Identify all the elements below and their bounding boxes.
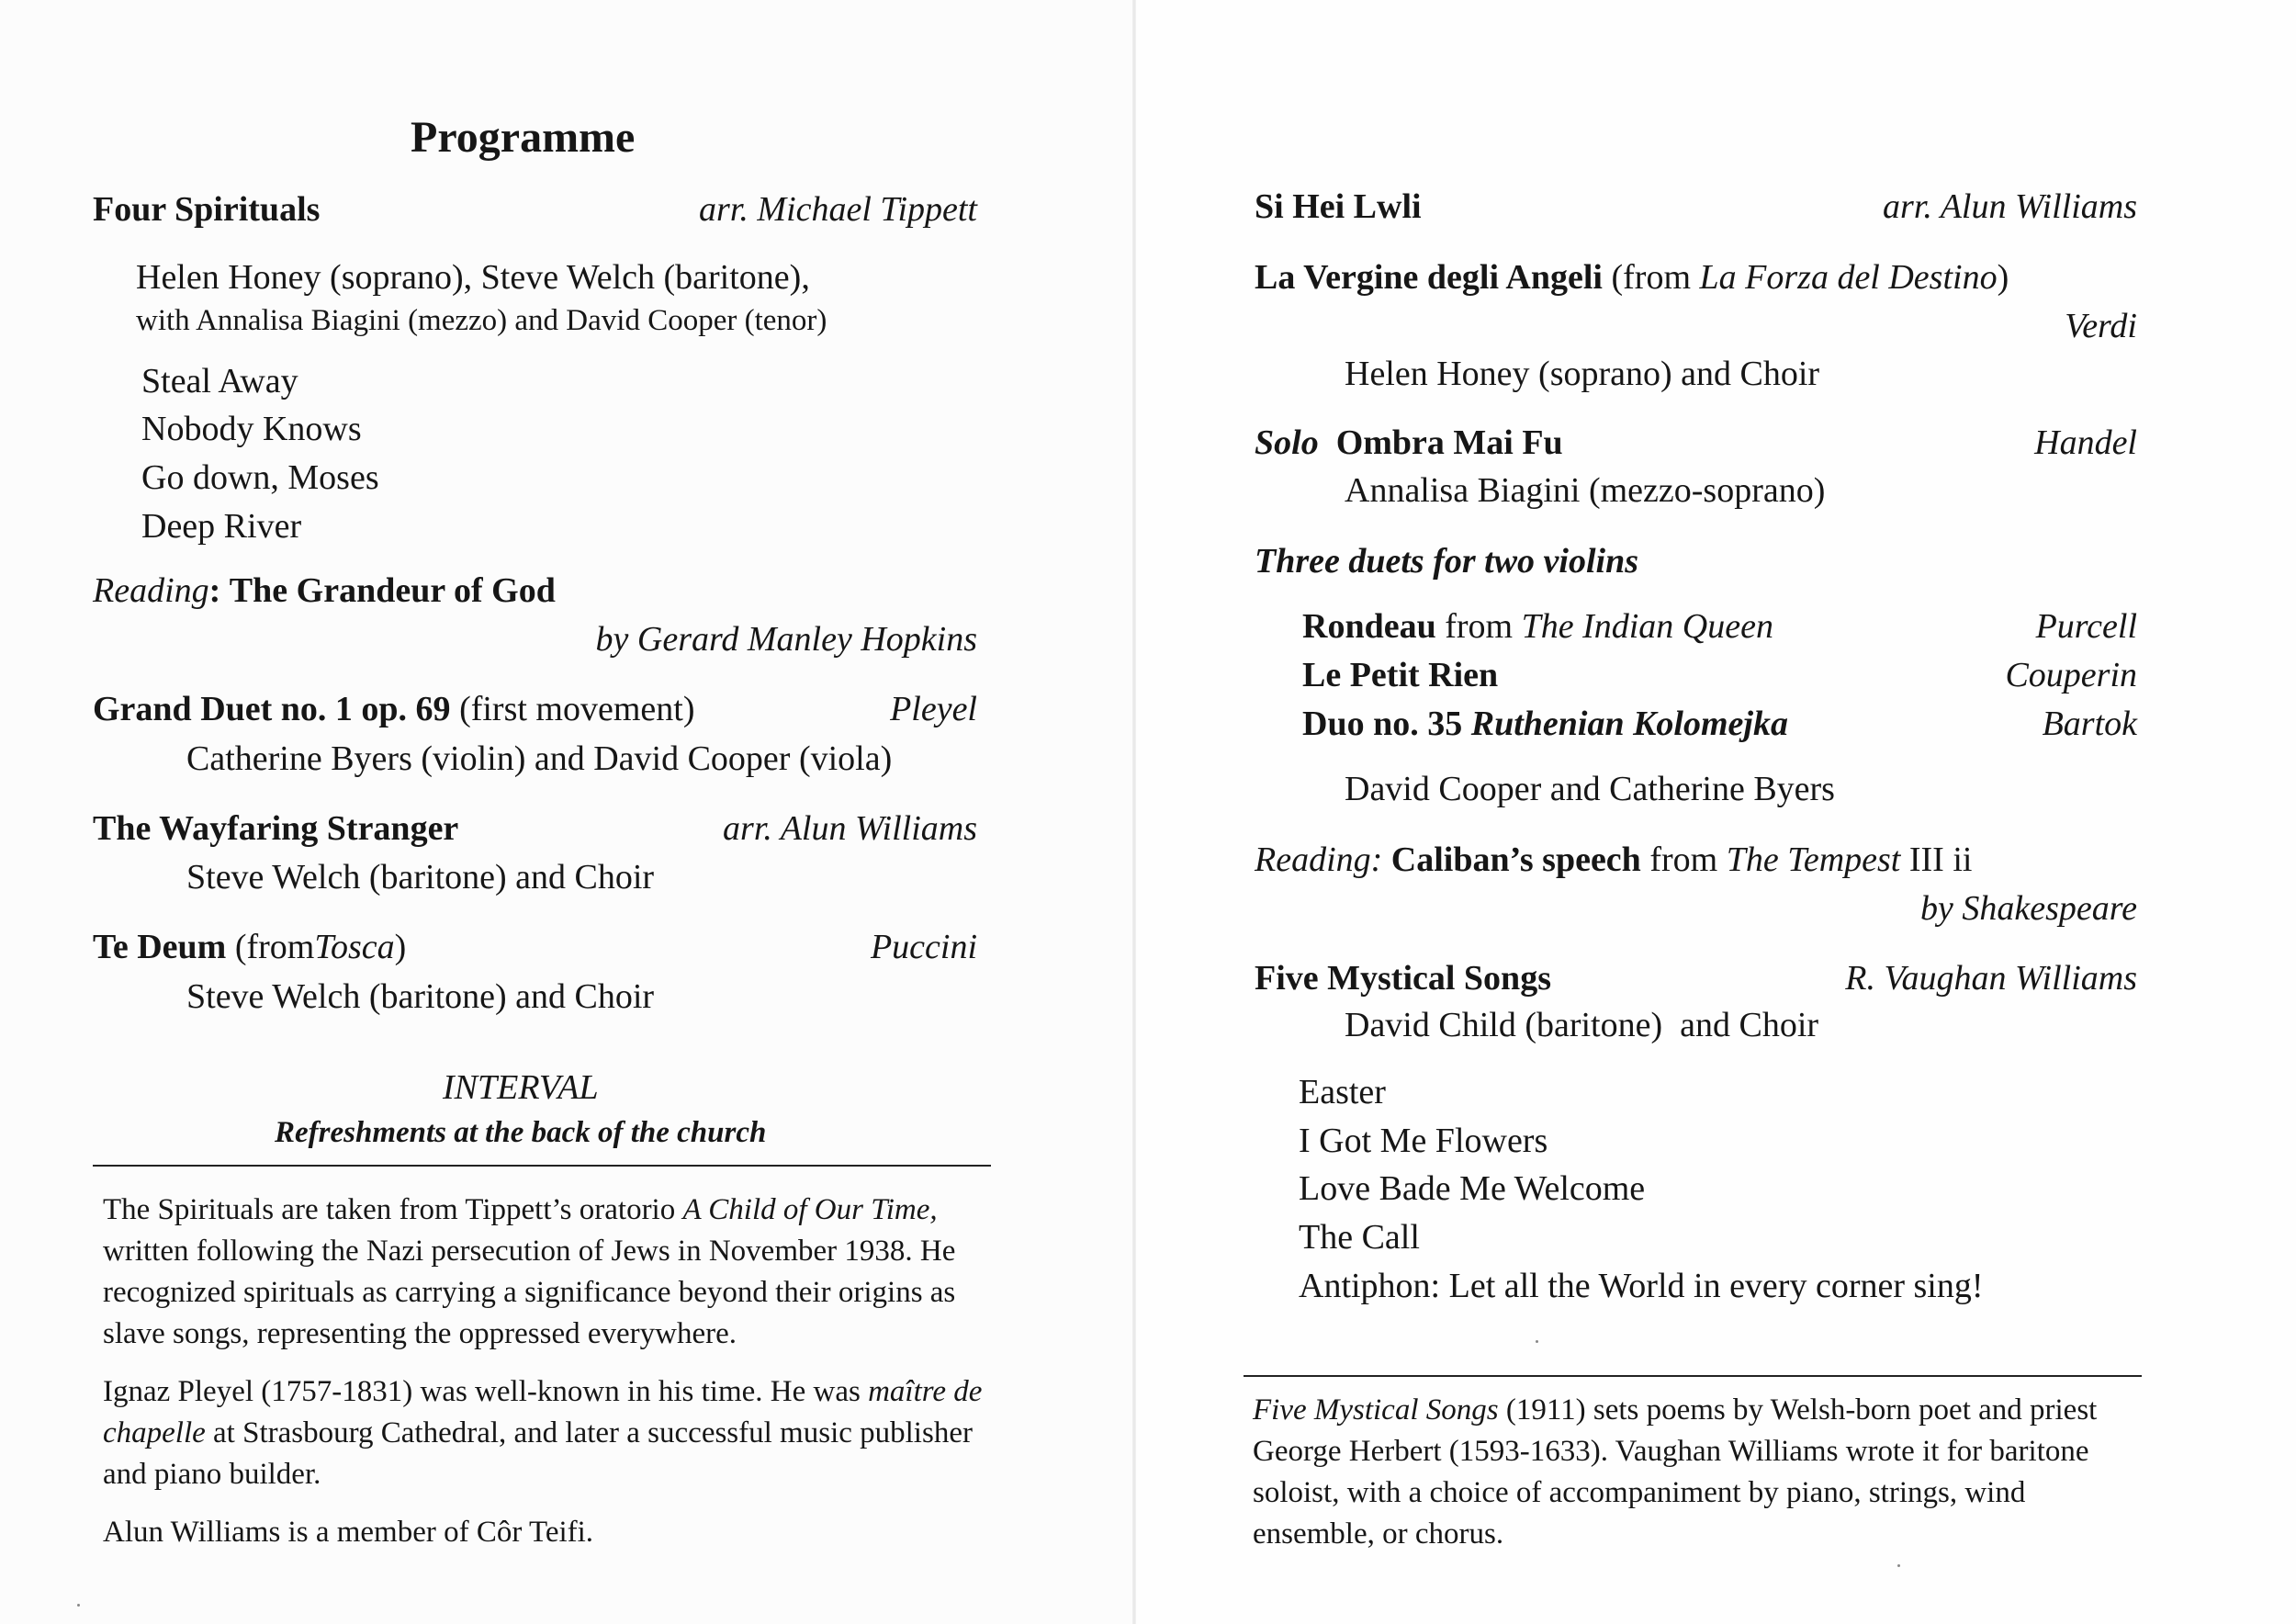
- reading-line: [1255, 840, 1972, 880]
- song-title: Antiphon: Let all the World in every corner sing!: [1299, 1267, 1984, 1305]
- duet-from: from: [1445, 607, 1514, 646]
- performers-line: Steve Welch (baritone) and Choir: [186, 977, 655, 1016]
- programme-item-title: The Wayfaring Stranger: [93, 809, 459, 848]
- reading-work: The Tempest: [1726, 840, 1901, 879]
- reading-colon: :: [208, 571, 221, 610]
- from-work: La Forza del Destino: [1699, 258, 1998, 297]
- note-text: Ignaz Pleyel (1757-1831) was well-known in his time. He was: [103, 1375, 861, 1408]
- note-text: written following the Nazi persecution of Jews in November 1938. He recognized spirituals as carrying a significance beyond their origins as slave songs, representing the oppressed everywhere.: [103, 1235, 956, 1350]
- duet-title: Duo no. 35: [1302, 705, 1463, 743]
- note-text: The Spirituals are taken from Tippett’s oratorio: [103, 1193, 676, 1226]
- reading-from: from: [1649, 840, 1718, 879]
- page-title: Programme: [411, 113, 636, 162]
- programme-item-line: [93, 689, 695, 729]
- reading-title: Caliban’s speech: [1390, 840, 1641, 879]
- programme-item-note: (first movement): [459, 690, 695, 728]
- notes-block: [1253, 1390, 2153, 1555]
- divider: [1244, 1375, 2142, 1377]
- right-page: [1134, 0, 2296, 1624]
- reading-label: Reading:: [1255, 840, 1383, 879]
- divider: [93, 1165, 991, 1167]
- song-title: I Got Me Flowers: [1299, 1122, 1548, 1160]
- note-paragraph: [103, 1190, 998, 1355]
- performers-line: Catherine Byers (violin) and David Cooper (viola): [186, 739, 893, 778]
- note-text: Alun Williams is a member of Côr Teifi.: [103, 1516, 594, 1549]
- programme-item-line: [1255, 257, 2009, 298]
- note-term: maître de chapelle: [103, 1375, 983, 1449]
- reading-title: The Grandeur of God: [229, 571, 556, 610]
- note-paragraph: [103, 1512, 998, 1553]
- from-prefix: (from: [1611, 258, 1692, 297]
- page-fold: [1132, 0, 1136, 1624]
- note-paragraph: [103, 1371, 998, 1495]
- performers-line: Annalisa Biagini (mezzo-soprano): [1345, 471, 1826, 510]
- from-work: Tosca: [314, 928, 395, 966]
- note-work: Five Mystical Songs: [1253, 1393, 1499, 1427]
- section-heading: Three duets for two violins: [1255, 542, 1639, 581]
- programme-item-composer: Pleyel: [890, 690, 977, 728]
- programme-item-composer: arr. Alun Williams: [1883, 187, 2137, 226]
- reading-act: III ii: [1908, 840, 1973, 879]
- programme-item-title: Ombra Mai Fu: [1335, 423, 1563, 462]
- duet-composer: Bartok: [2042, 705, 2137, 743]
- programme-item-composer: R. Vaughan Williams: [1845, 959, 2137, 998]
- note-text: at Strasbourg Cathedral, and later a successful music publisher and piano builder.: [103, 1416, 973, 1491]
- programme-item-title: Four Spirituals: [93, 190, 321, 229]
- duet-work: The Indian Queen: [1521, 607, 1773, 646]
- programme-item-composer: Puccini: [870, 928, 977, 966]
- duet-title: Rondeau: [1302, 607, 1436, 646]
- song-title: The Call: [1299, 1218, 1420, 1257]
- song-title: Nobody Knows: [141, 410, 362, 448]
- duet-composer: Couperin: [2005, 656, 2137, 694]
- programme-item-title: Five Mystical Songs: [1255, 959, 1551, 998]
- performers-line: Steve Welch (baritone) and Choir: [186, 858, 655, 897]
- song-title: Love Bade Me Welcome: [1299, 1169, 1646, 1208]
- song-title: Deep River: [141, 507, 302, 546]
- performers-line: David Cooper and Catherine Byers: [1345, 770, 1835, 808]
- note-paragraph: [1253, 1390, 2153, 1555]
- performers-line: Helen Honey (soprano), Steve Welch (baritone),: [136, 258, 810, 297]
- programme-item-composer: Handel: [2034, 423, 2137, 462]
- programme-item-composer: arr. Alun Williams: [723, 809, 977, 848]
- programme-item-title: Grand Duet no. 1 op. 69: [93, 690, 451, 728]
- from-suffix: ): [394, 928, 407, 966]
- programme-item-title: La Vergine degli Angeli: [1255, 258, 1603, 297]
- duet-title: Le Petit Rien: [1302, 656, 1499, 694]
- programme-item-composer: arr. Michael Tippett: [699, 190, 977, 229]
- performers-line: David Child (baritone) and Choir: [1345, 1006, 1819, 1044]
- song-title: Steal Away: [141, 362, 298, 400]
- reading-line: [93, 570, 556, 611]
- performers-line: with Annalisa Biagini (mezzo) and David Cooper (tenor): [136, 304, 827, 337]
- song-title: Go down, Moses: [141, 458, 379, 497]
- from-suffix: ): [1997, 258, 2009, 297]
- solo-label: Solo: [1255, 423, 1319, 462]
- note-work: A Child of Our Time,: [682, 1193, 938, 1226]
- programme-item-title: Si Hei Lwli: [1255, 187, 1422, 226]
- performers-line: Helen Honey (soprano) and Choir: [1345, 355, 1820, 393]
- from-prefix: (from: [234, 928, 315, 966]
- scan-speck: [1897, 1564, 1900, 1567]
- interval-title: INTERVAL: [443, 1068, 599, 1107]
- duet-piece: [1302, 606, 1773, 647]
- scan-speck: [1536, 1340, 1538, 1343]
- programme-item-line: [93, 927, 406, 967]
- duet-piece: [1302, 704, 1788, 744]
- notes-block: [103, 1190, 998, 1553]
- duet-composer: Purcell: [2035, 607, 2137, 646]
- programme-item-composer: Verdi: [2065, 307, 2137, 345]
- reading-author: by Gerard Manley Hopkins: [595, 620, 977, 659]
- scan-speck: [77, 1604, 80, 1607]
- song-title: Easter: [1299, 1073, 1386, 1111]
- programme-item-title: Te Deum: [93, 928, 227, 966]
- programme-item-line: [1255, 423, 1563, 463]
- note-text: (1911) sets poems by Welsh-born poet and priest George Herbert (1593-1633). Vaughan Williams wrote it for baritone soloist, with a choice of accompaniment by piano, strings, wind ensemble, or chorus.: [1253, 1393, 2098, 1551]
- interval-subtitle: Refreshments at the back of the church: [275, 1116, 767, 1149]
- reading-label: Reading: [93, 571, 209, 610]
- duet-work: Ruthenian Kolomejka: [1470, 705, 1788, 743]
- reading-author: by Shakespeare: [1920, 889, 2137, 928]
